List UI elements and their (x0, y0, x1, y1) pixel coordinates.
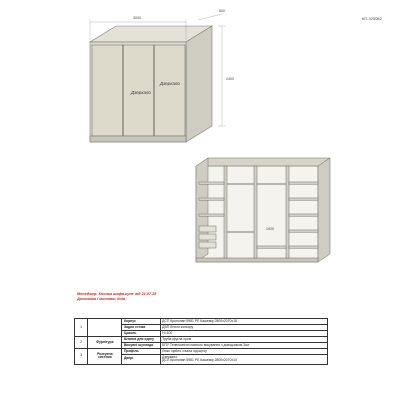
spec-group-section: Розсувна система (88, 348, 122, 364)
dim-interior-height: 1920 (266, 227, 274, 231)
manager-note: Менеджер: Кнопка шафа-купе від 21.07.25 (77, 292, 157, 296)
spec-group-section: Фурнітура (88, 336, 122, 348)
spec-label: Висувні шухляди (122, 342, 160, 348)
spec-label: Штанга для одягу (122, 336, 160, 342)
dim-height: 2400 (226, 77, 234, 81)
dim-depth: 600 (219, 9, 225, 13)
document-code: КП-325082 (362, 16, 382, 21)
order-notes (77, 292, 156, 303)
spec-group-number: 3 (75, 348, 88, 364)
spec-group-number: 1 (75, 319, 88, 337)
wardrobe-interior (196, 158, 330, 262)
dim-width: 3000 (133, 16, 141, 20)
spec-value: Н=100 (160, 330, 327, 336)
wardrobe-exterior (90, 26, 212, 142)
spec-value: Дзеркало ДСП Кронопан 5981 PE Кашемір 2800х2070х10 (160, 354, 327, 364)
mirror-label-2: Дзеркало (160, 81, 180, 86)
spec-value: ДСП Кронопан 5981 PE Кашемір 2800х2070х18 (160, 319, 327, 325)
spec-group-number: 2 (75, 336, 88, 348)
specification-table (74, 318, 328, 365)
spec-value: ДВП білого кольору (160, 324, 327, 330)
spec-label: Задня стінка (122, 324, 160, 330)
spec-value: Труба кругла хром (160, 336, 327, 342)
spec-label: Цоколь (122, 330, 160, 336)
spec-value: Люкс срібло з вала під щітку (160, 348, 327, 354)
spec-group-section (88, 319, 122, 337)
spec-label: Двері (122, 354, 160, 364)
spec-label: Профіль (122, 348, 160, 354)
spec-value: БПУ Телескопічні повного висування з доводчиком 3шт. (160, 342, 327, 348)
spec-label: Корпус (122, 319, 160, 325)
mirror-label-1: Дзеркало (131, 90, 151, 95)
delivery-note: Доставка і монтаж: Київ (77, 297, 126, 302)
